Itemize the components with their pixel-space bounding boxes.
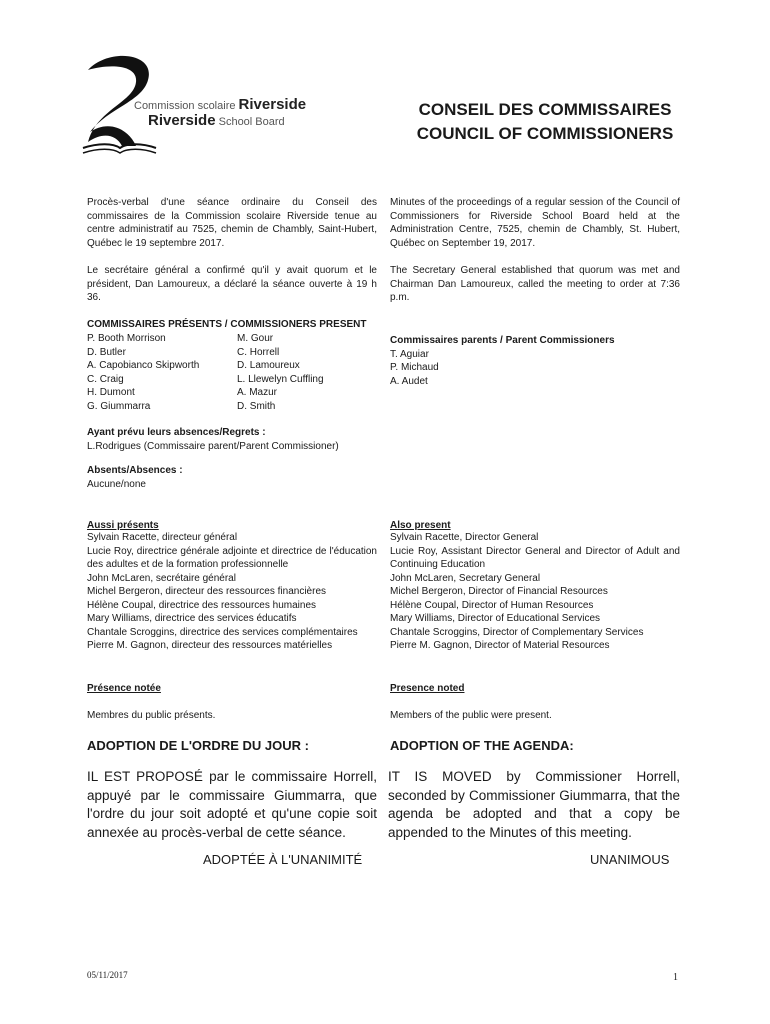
staff-entry: John McLaren, Secretary General: [390, 572, 541, 584]
also-present-fr: [87, 531, 377, 653]
absents-section: [87, 464, 183, 491]
parent-commissioners: [390, 334, 615, 388]
agenda-motion-fr: IL EST PROPOSÉ par le commissaire Horrell, appuyé par le commissaire Giummarra, que l'ordre du jour soit adopté et qu'une copie soit annexée au procès-verbal de cette séance.: [87, 769, 377, 840]
agenda-result-fr: ADOPTÉE À L'UNANIMITÉ: [203, 852, 363, 867]
present-col1: [87, 332, 199, 413]
absents-heading: Absents/Absences :: [87, 465, 183, 476]
staff-entry: Hélène Coupal, directrice des ressources humaines: [87, 599, 317, 611]
staff-entry: Lucie Roy, directrice générale adjointe et directrice de l'éducation des adultes et de la formation professionnelle: [87, 545, 377, 570]
agenda-result-en: UNANIMOUS: [590, 852, 670, 867]
present-col2: [237, 332, 324, 413]
parent-commissioner-name: P. Michaud: [390, 362, 439, 373]
document-title: [400, 98, 690, 146]
footer-date: 05/11/2017: [87, 970, 128, 980]
presence-noted-heading-fr: Présence notée: [87, 683, 161, 694]
also-present-en: [390, 531, 680, 653]
title-fr: CONSEIL DES COMMISSAIRES: [418, 100, 672, 119]
staff-entry: Sylvain Racette, Director General: [390, 532, 539, 543]
absents-text: Aucune/none: [87, 478, 146, 490]
staff-entry: Mary Williams, directrice des services éducatifs: [87, 613, 297, 624]
commissioner-name: A. Capobianco Skipworth: [87, 360, 200, 371]
quorum-en: The Secretary General established that quorum was met and Chairman Dan Lamoureux, called the meeting to order at 7:36 p.m.: [390, 265, 680, 303]
commissioner-name: A. Mazur: [237, 387, 278, 398]
regrets-text: L.Rodrigues (Commissaire parent/Parent Commissioner): [87, 440, 339, 452]
staff-entry: Pierre M. Gagnon, directeur des ressources matérielles: [87, 640, 333, 651]
agenda-heading-fr: ADOPTION DE L'ORDRE DU JOUR :: [87, 738, 309, 753]
logo-fr-small: Commission scolaire: [134, 100, 236, 112]
presence-noted-en: Members of the public were present.: [390, 710, 552, 721]
regrets-heading: Ayant prévu leurs absences/Regrets :: [87, 427, 266, 438]
presence-noted-fr: Membres du public présents.: [87, 710, 216, 721]
commissioner-name: C. Horrell: [237, 346, 280, 358]
page-number: 1: [673, 972, 678, 983]
also-present-heading-fr: Aussi présents: [87, 520, 159, 531]
logo-en-big: Riverside: [148, 112, 216, 129]
staff-entry: Chantale Scroggins, Director of Complementary Services: [390, 626, 644, 638]
parent-commissioner-name: A. Audet: [390, 375, 428, 387]
title-en: COUNCIL OF COMMISSIONERS: [416, 124, 674, 143]
intro-fr: Procès-verbal d'une séance ordinaire du Conseil des commissaires de la Commission scolaire Riverside tenue au centre administratif au 7525, chemin de Chambly, Saint-Hubert, Québec le 19 septembre 2017.: [87, 197, 377, 249]
logo-en-small: School Board: [218, 116, 285, 128]
regrets-section: [87, 426, 339, 453]
also-present-heading-en: Also present: [390, 520, 451, 531]
commissioner-name: D. Butler: [87, 346, 126, 358]
staff-entry: Sylvain Racette, directeur général: [87, 532, 238, 543]
staff-entry: John McLaren, secrétaire général: [87, 572, 236, 584]
staff-entry: Hélène Coupal, Director of Human Resources: [390, 599, 594, 611]
commissioner-name: D. Lamoureux: [237, 360, 300, 371]
commissioner-name: C. Craig: [87, 373, 124, 385]
commissioner-name: L. Llewelyn Cuffling: [237, 373, 324, 385]
quorum-fr: Le secrétaire général a confirmé qu'il y avait quorum et le président, Dan Lamoureux, a déclaré la séance ouverte à 19 h 36.: [87, 265, 377, 303]
commissioner-name: P. Booth Morrison: [87, 333, 166, 344]
parents-heading: Commissaires parents / Parent Commissioners: [390, 335, 615, 346]
agenda-motion-en: IT IS MOVED by Commissioner Horrell, seconded by Commissioner Giummarra, that the agenda be adopted and that a copy be appended to the Minutes of this meeting.: [388, 769, 680, 840]
present-heading: COMMISSAIRES PRÉSENTS / COMMISSIONERS PRESENT: [87, 319, 367, 330]
commissioner-name: D. Smith: [237, 400, 276, 412]
commissioner-name: H. Dumont: [87, 387, 135, 398]
parent-commissioner-name: T. Aguiar: [390, 348, 429, 360]
staff-entry: Michel Bergeron, directeur des ressources financières: [87, 586, 326, 597]
commissioner-name: G. Giummarra: [87, 400, 151, 412]
staff-entry: Chantale Scroggins, directrice des services complémentaires: [87, 626, 358, 638]
intro-en: Minutes of the proceedings of a regular session of the Council of Commissioners for Riverside School Board held at the Administration Centre, 7525, chemin de Chambly, St. Hubert, Québec on September 19, 2017.: [390, 197, 680, 249]
school-board-logo: [78, 50, 307, 160]
presence-noted-heading-en: Presence noted: [390, 683, 465, 694]
staff-entry: Michel Bergeron, Director of Financial Resources: [390, 586, 608, 597]
staff-entry: Lucie Roy, Assistant Director General and Director of Adult and Continuing Education: [390, 545, 680, 570]
staff-entry: Mary Williams, Director of Educational Services: [390, 613, 601, 624]
staff-entry: Pierre M. Gagnon, Director of Material Resources: [390, 640, 610, 651]
commissioner-name: M. Gour: [237, 333, 274, 344]
logo-fr-big: Riverside: [238, 96, 307, 113]
agenda-heading-en: ADOPTION OF THE AGENDA:: [390, 738, 574, 753]
